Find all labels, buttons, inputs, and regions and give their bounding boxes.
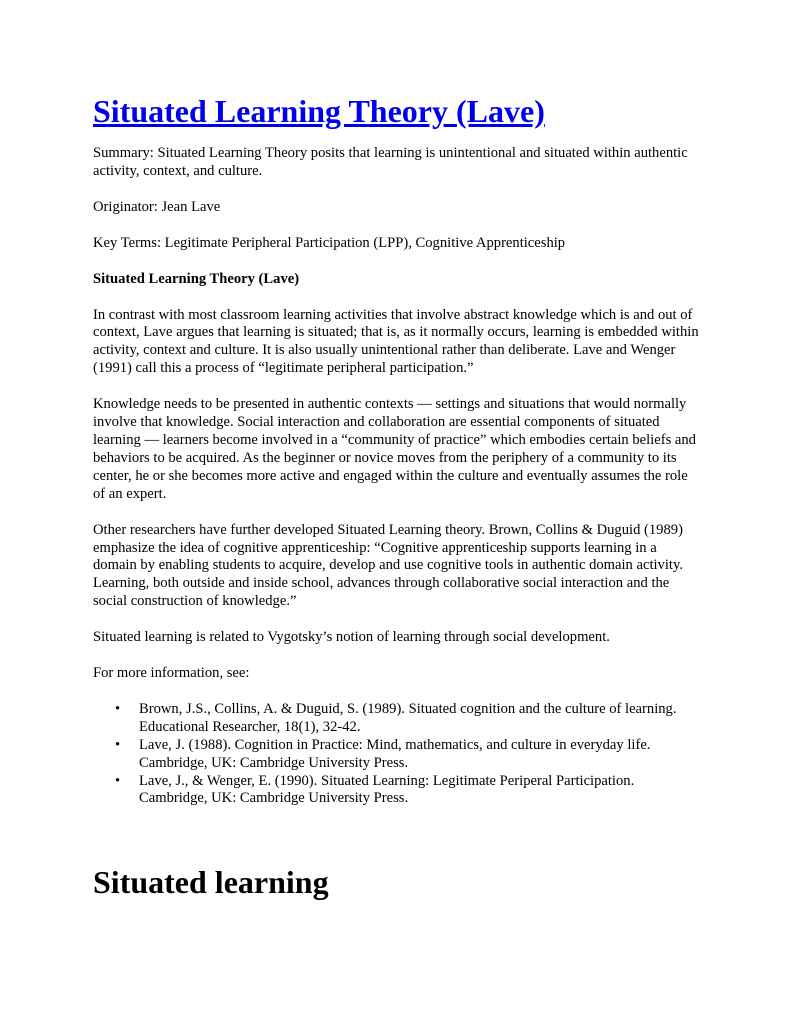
originator-paragraph: Originator: Jean Lave bbox=[93, 198, 221, 215]
reference-item bbox=[115, 700, 703, 737]
key-terms-paragraph: Key Terms: Legitimate Peripheral Participation (LPP), Cognitive Apprenticeship bbox=[93, 234, 566, 251]
body-paragraph: Other researchers have further developed Situated Learning theory. Brown, Collins & Duguid (1989) emphasize the idea of cognitive apprenticeship: “Cognitive apprenticeship supports learning in a domain by enabling students to acquire, develop and use cognitive tools in authentic domain activity. Learning, both outside and inside school, advances through collaborative social interaction and the social construction of knowledge.” bbox=[93, 521, 683, 610]
reference-item bbox=[115, 772, 703, 809]
subheading: Situated Learning Theory (Lave) bbox=[93, 270, 300, 287]
body-paragraph: In contrast with most classroom learning activities that involve abstract knowledge which is and out of context, Lave argues that learning is situated; that is, as it normally occurs, learning is embedded within activity, context and culture. It is also usually unintentional rather than deliberate. Lave and Wenger (1991) call this a process of “legitimate peripheral participation.” bbox=[93, 306, 699, 377]
document-body bbox=[93, 92, 703, 808]
bullet-marker: • bbox=[115, 700, 121, 717]
bullet-marker: • bbox=[115, 736, 121, 753]
body-paragraph: Knowledge needs to be presented in authentic contexts — settings and situations that would normally involve that knowledge. Social interaction and collaboration are essential components of situated learning — learners become involved in a “community of practice” which embodies certain beliefs and behaviors to be acquired. As the beginner or novice moves from the periphery of a community to its center, he or she becomes more active and engaged within the culture and eventually assumes the role of an expert. bbox=[93, 396, 696, 502]
reference-text: Brown, J.S., Collins, A. & Duguid, S. (1989). Situated cognition and the culture of learning. Educational Researcher, 18(1), 32-42. bbox=[139, 700, 677, 735]
reference-list bbox=[93, 701, 703, 808]
body-paragraph: Situated learning is related to Vygotsky’s notion of learning through social development. bbox=[93, 629, 610, 646]
reference-item bbox=[115, 736, 703, 773]
reference-text: Lave, J., & Wenger, E. (1990). Situated Learning: Legitimate Periperal Participation. Cambridge, UK: Cambridge University Press. bbox=[139, 772, 635, 807]
bullet-marker: • bbox=[115, 772, 121, 789]
page-title bbox=[93, 92, 703, 130]
reference-text: Lave, J. (1988). Cognition in Practice: Mind, mathematics, and culture in everyday life. Cambridge, UK: Cambridge University Press. bbox=[139, 736, 651, 771]
more-info-paragraph: For more information, see: bbox=[93, 665, 250, 682]
summary-paragraph: Summary: Situated Learning Theory posits that learning is unintentional and situated within authentic activity, context, and culture. bbox=[93, 145, 688, 179]
section-heading: Situated learning bbox=[93, 864, 329, 900]
title-link[interactable]: Situated Learning Theory (Lave) bbox=[93, 93, 545, 129]
